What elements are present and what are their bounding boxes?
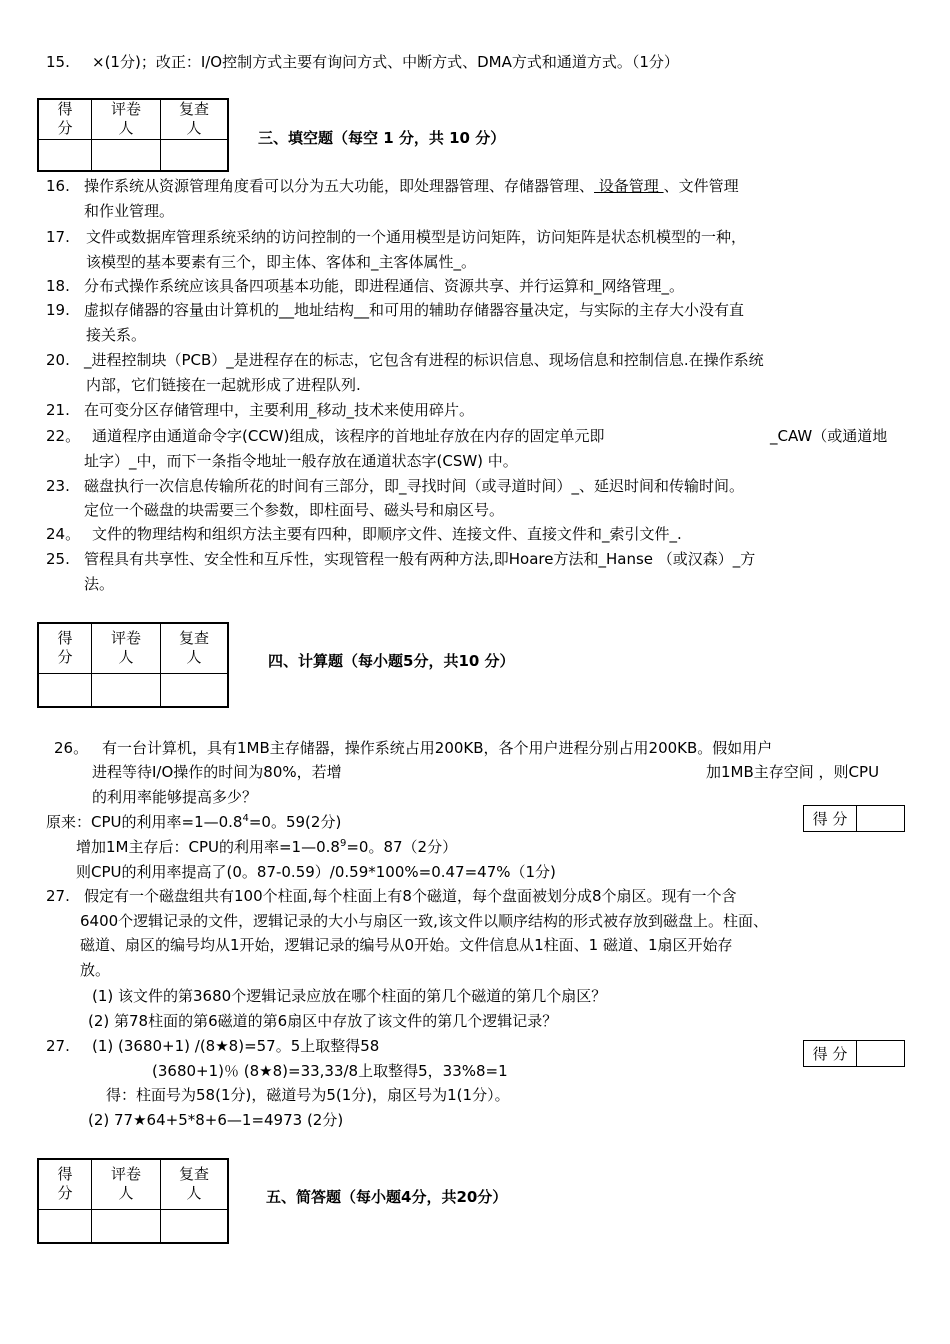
q18-line1: 分布式操作系统应该具备四项基本功能，即进程通信、资源共享、并行运算和_网络管理_。	[84, 277, 685, 295]
q22-number: 22。	[46, 427, 81, 445]
q26-line1: 有一台计算机，具有1MB主存储器，操作系统占用200KB，各个用户进程分别占用200KB。假如用户	[102, 739, 773, 757]
q27-number: 27.	[46, 887, 70, 905]
q22-line2: 址字）_中，而下一条指令地址一般存放在通道状态字(CSW) 中。	[84, 452, 518, 470]
grader-header: 评卷 人	[92, 623, 161, 673]
q22-line1b: _CAW（或通道地	[770, 427, 888, 445]
q25-number: 25.	[46, 550, 70, 568]
q18-number: 18.	[46, 277, 70, 295]
q26-line3: 的利用率能够提高多少？	[92, 788, 258, 806]
checker-header: 复查 人	[161, 623, 229, 673]
q26-solution-3: 则CPU的利用率提高了(0。87-0.59）/0.59*100%=0.47=47%（1分)	[76, 863, 556, 881]
checker-header: 复查 人	[161, 99, 229, 139]
a27-line4: (2) 77★64+5*8+6—1=4973 (2分)	[88, 1111, 344, 1129]
q26-solution-2-text: 增加1M主存后：CPU的利用率=1—0.8	[76, 838, 340, 856]
q17-line1: 文件或数据库管理系统采纳的访问控制的一个通用模型是访问矩阵，访问矩阵是状态机模型的一种，	[86, 228, 747, 246]
score-header: 得 分	[38, 623, 92, 673]
q20-line2: 内部，它们链接在一起就形成了进程队列.	[86, 376, 361, 394]
q16-answer: 设备管理	[594, 177, 664, 195]
section3-title: 三、填空题（每空 1 分，共 10 分）	[258, 129, 506, 147]
q27-line2: 6400个逻辑记录的文件，逻辑记录的大小与扇区一致,该文件以顺序结构的形式被存放到磁盘上。柱面、	[80, 912, 768, 930]
q23-line1: 磁盘执行一次信息传输所花的时间有三部分，即_寻找时间（或寻道时间）_、延迟时间和传输时间。	[84, 477, 745, 495]
score-cell[interactable]	[38, 1209, 92, 1243]
q26-solution-2-exponent: 9	[339, 838, 347, 849]
score-table-section5	[37, 1158, 229, 1244]
score-table-section4	[37, 622, 229, 708]
q24-number: 24。	[46, 525, 81, 543]
q27-line3: 磁道、扇区的编号均从1开始，逻辑记录的编号从0开始。文件信息从1柱面、1 磁道、1扇区开始存	[80, 936, 733, 954]
q26-solution-1-exponent: 4	[242, 813, 249, 824]
checker-header: 复查 人	[161, 1159, 229, 1209]
q16-text-b: 、文件管理	[663, 177, 739, 195]
q20-line1: _进程控制块（PCB）_是进程存在的标志，它包含有进程的标识信息、现场信息和控制信息.在操作系统	[84, 351, 764, 369]
grader-header: 评卷 人	[92, 1159, 161, 1209]
score-box-q26	[803, 805, 905, 832]
q25-line2: 法。	[84, 575, 115, 593]
q26-solution-2-result: =0。87（2分）	[346, 838, 458, 856]
score-box-label: 得 分	[804, 806, 857, 832]
q26-line2b: 加1MB主存空间 ，则CPU	[706, 763, 880, 781]
q17-number: 17.	[46, 228, 70, 246]
grader-cell[interactable]	[92, 139, 161, 171]
q23-line2: 定位一个磁盘的块需要三个参数，即柱面号、磁头号和扇区号。	[84, 501, 505, 519]
q16-number: 16.	[46, 177, 70, 195]
q19-line2: 接关系。	[86, 326, 147, 344]
score-header: 得 分	[38, 1159, 92, 1209]
q16-line2: 和作业管理。	[84, 202, 175, 220]
a27-line3: 得：柱面号为58(1分)，磁道号为5(1分)，扇区号为1(1分）。	[106, 1086, 510, 1104]
q26-solution-1-text: 原来：CPU的利用率=1—0.8	[46, 813, 243, 831]
q20-number: 20.	[46, 351, 70, 369]
checker-cell[interactable]	[161, 1209, 229, 1243]
score-box-label: 得 分	[804, 1041, 857, 1067]
score-box-input[interactable]	[857, 806, 905, 832]
q26-solution-2	[76, 837, 457, 857]
q26-line2a: 进程等待I/O操作的时间为80%，若增	[92, 763, 342, 781]
q27-line4: 放。	[80, 961, 111, 979]
q27-part2: (2) 第78柱面的第6磁道的第6扇区中存放了该文件的第几个逻辑记录？	[88, 1012, 558, 1030]
score-cell[interactable]	[38, 139, 92, 171]
a27-line1: (1) (3680+1) /(8★8)=57。5上取整得58	[92, 1037, 380, 1055]
grader-header: 评卷 人	[92, 99, 161, 139]
q19-number: 19.	[46, 301, 70, 319]
q27-line1: 假定有一个磁盘组共有100个柱面,每个柱面上有8个磁道，每个盘面被划分成8个扇区。现有一个含	[84, 887, 737, 905]
q17-line2: 该模型的基本要素有三个，即主体、客体和_主客体属性_。	[86, 253, 477, 271]
q16-line1	[84, 176, 739, 196]
section5-title: 五、简答题（每小题4分，共20分）	[266, 1188, 508, 1206]
q19-line1: 虚拟存储器的容量由计算机的__地址结构__和可用的辅助存储器容量决定，与实际的主存大小没有直	[84, 301, 745, 319]
q21-number: 21.	[46, 401, 70, 419]
grader-cell[interactable]	[92, 1209, 161, 1243]
q15-text: ×(1分)；改正：I/O控制方式主要有询问方式、中断方式、DMA方式和通道方式。（1分）	[92, 53, 679, 71]
q27-part1: (1) 该文件的第3680个逻辑记录应放在哪个柱面的第几个磁道的第几个扇区？	[92, 987, 607, 1005]
q21-line1: 在可变分区存储管理中，主要利用_移动_技术来使用碎片。	[84, 401, 475, 419]
q26-number: 26。	[54, 739, 89, 757]
q26-solution-1-result: =0。59(2分)	[248, 813, 342, 831]
q16-text-a: 操作系统从资源管理角度看可以分为五大功能，即处理器管理、存储器管理、	[84, 177, 595, 195]
q15-number: 15.	[46, 53, 70, 71]
checker-cell[interactable]	[161, 673, 229, 707]
section4-title: 四、计算题（每小题5分，共10 分）	[268, 652, 515, 670]
grader-cell[interactable]	[92, 673, 161, 707]
score-cell[interactable]	[38, 673, 92, 707]
q23-number: 23.	[46, 477, 70, 495]
a27-number: 27.	[46, 1037, 70, 1055]
q22-line1a: 通道程序由通道命令字(CCW)组成，该程序的首地址存放在内存的固定单元即	[92, 427, 605, 445]
score-box-input[interactable]	[857, 1041, 905, 1067]
q25-line1: 管程具有共享性、安全性和互斥性，实现管程一般有两种方法,即Hoare方法和_Hanse （或汉森）_方	[84, 550, 756, 568]
score-header: 得 分	[38, 99, 92, 139]
score-table-section3	[37, 98, 229, 172]
score-box-q27	[803, 1040, 905, 1067]
q24-line1: 文件的物理结构和组织方法主要有四种，即顺序文件、连接文件、直接文件和_索引文件_.	[92, 525, 682, 543]
checker-cell[interactable]	[161, 139, 229, 171]
q26-solution-1	[46, 812, 341, 832]
a27-line2: (3680+1)％ (8★8)=33,33/8上取整得5，33%8=1	[152, 1062, 508, 1080]
